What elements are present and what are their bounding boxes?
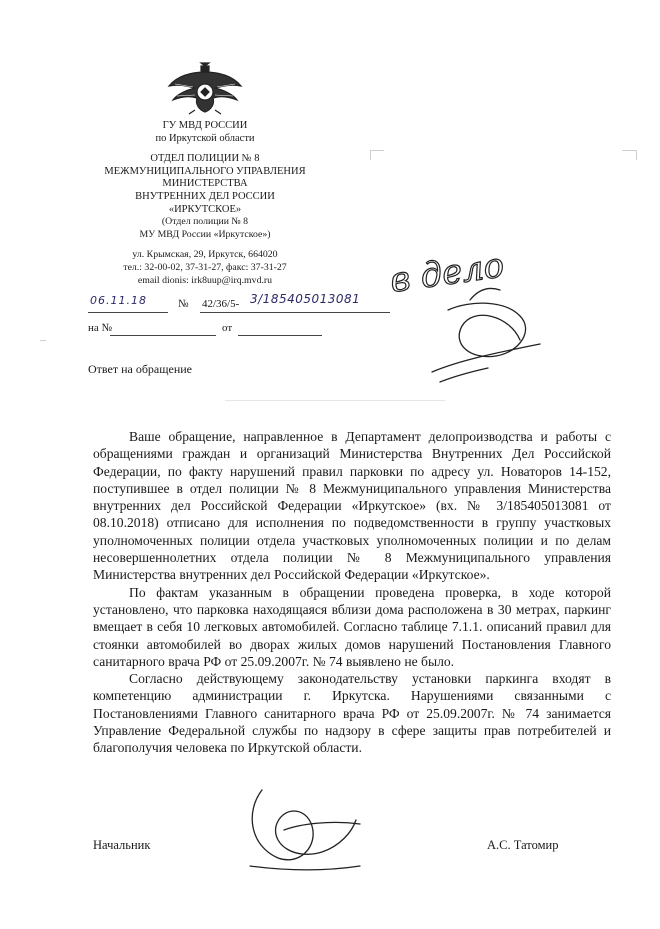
reg-number-handwritten: 3/185405013081 [250,292,361,306]
org-region: по Иркутской области [155,132,255,144]
ref-date-label: от [222,322,233,334]
dept-line: «ИРКУТСКОЕ» [168,203,242,215]
ref-number-label: на № [88,322,113,334]
dept-line: ВНУТРЕННИХ ДЕЛ РОССИИ [135,190,275,202]
dept-line: (Отдел полиции № 8 [161,216,249,228]
address: ул. Крымская, 29, Иркутск, 664020 [132,249,278,261]
phones: тел.: 32-00-02, 37-31-27, факс: 37-31-27 [123,261,287,273]
dept-line: ОТДЕЛ ПОЛИЦИИ № 8 [150,153,260,165]
body-paragraph: Ваше обращение, направленное в Департамент делопроизводства и работы с обращениями граждан и организаций Министерства Внутренних Дел Российской Федерации, по факту нарушений правил парковки по адресу ул. Новаторов 14-152, поступившее в отдел полиции № 8 Межмуниципального управления Министерства внутренних дел Российской Федерации «Иркутское» (вх. № 3/185405013081 от 08.10.2018) отписано для исполнения по подведомственности в группу участковых уполномоченных полиции отдела участковых уполномоченных полиции и по делам несовершеннолетних отдела полиции № 8 Межмуниципального управления Министерства внутренних дел Российской Федерации «Иркутское». [93,429,611,583]
mvd-emblem-icon [165,60,245,116]
body-paragraph: По фактам указанным в обращении проведена проверка, в ходе которой установлено, что парковка находящаяся вблизи дома расположена в 30 метрах, паркинг вмещает в себя 10 легковых автомобилей. Согласно таблице 7.1.1. описаний правил для стоянки автомобилей во дворах жилых домов нарушений Постановления Главного санитарного врача РФ от 25.09.2007г. № 74 выявлено не было. [93,584,611,669]
signature-scribble-top [432,288,540,382]
dept-line: МЕЖМУНИЦИПАЛЬНОГО УПРАВЛЕНИЯ [104,165,306,177]
dept-line: МИНИСТЕРСТВА [162,178,248,190]
dept-line: МУ МВД России «Иркутское») [139,228,271,240]
resolution-stamp [388,245,507,301]
number-sign: № [178,298,189,310]
signer-position: Начальник [93,838,151,852]
letterhead [70,60,340,287]
handwritten-date: 06.11.18 [90,294,147,307]
reg-number-printed: 42/36/5- [202,298,240,310]
email: email dionis: irk8uup@irq.mvd.ru [137,274,273,286]
resolution-text: в дело [387,245,507,301]
signer-name: А.С. Татомир [487,838,559,852]
letter-body [93,428,611,757]
org-name: ГУ МВД РОССИИ [162,120,248,131]
subject: Ответ на обращение [88,362,192,376]
signature-scribble-bottom [250,790,360,870]
outgoing-number [88,292,388,316]
body-paragraph: Согласно действующему законодательству установки паркинга входят в компетенцию администрации г. Иркутска. Нарушениями связанными с Постановлениями Главного санитарного врача РФ от 25.09.2007г. № 74 занимается Управление Федеральной службы по надзору в сфере защиты прав потребителей и благополучия человека по Иркутской области. [93,671,611,756]
